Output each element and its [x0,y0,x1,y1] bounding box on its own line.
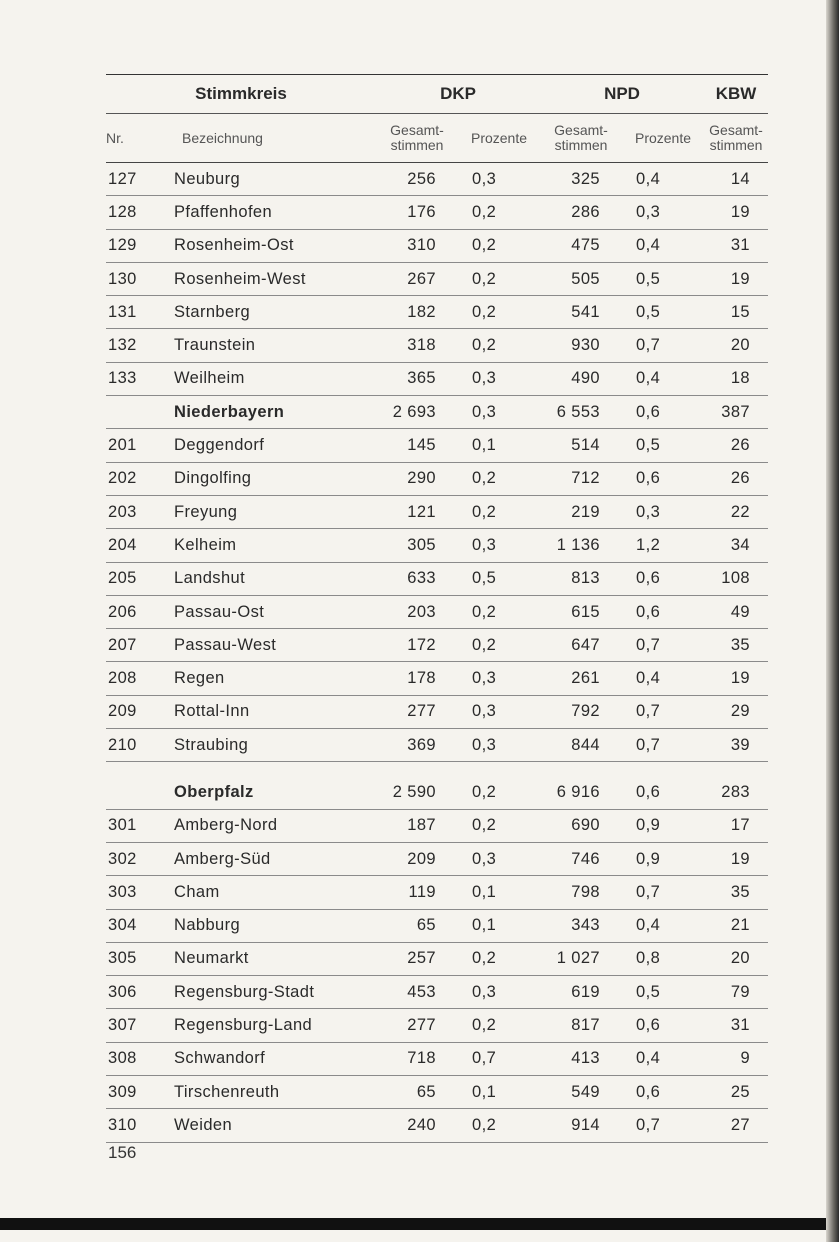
cell-npd-p: 0,7 [622,695,704,728]
cell-npd-g: 690 [540,809,622,842]
cell-kbw-g: 27 [704,1109,768,1142]
cell-kbw-g: 26 [704,462,768,495]
cell-nr: 207 [106,629,156,662]
cell-npd-p: 0,6 [622,396,704,429]
cell-dkp-g: 257 [376,942,458,975]
cell-dkp-p: 0,2 [458,1009,540,1042]
cell-name: Dingolfing [156,462,376,495]
cell-nr: 206 [106,595,156,628]
cell-dkp-g: 240 [376,1109,458,1142]
cell-npd-g: 844 [540,729,622,762]
cell-dkp-p: 0,2 [458,776,540,809]
cell-dkp-p: 0,3 [458,842,540,875]
cell-kbw-g: 79 [704,976,768,1009]
table-row [106,462,768,495]
cell-dkp-g: 718 [376,1042,458,1075]
cell-npd-p: 0,6 [622,462,704,495]
cell-dkp-p: 0,2 [458,595,540,628]
cell-nr: 133 [106,362,156,395]
cell-npd-p: 0,4 [622,362,704,395]
cell-name: Tirschenreuth [156,1076,376,1109]
cell-name: Pfaffenhofen [156,196,376,229]
election-results-table [106,74,768,1143]
cell-name: Starnberg [156,296,376,329]
cell-dkp-g: 290 [376,462,458,495]
cell-nr: 201 [106,429,156,462]
npd-prozente-header: Prozente [622,114,704,163]
cell-npd-g: 813 [540,562,622,595]
cell-name: Niederbayern [156,396,376,429]
cell-name: Regensburg-Stadt [156,976,376,1009]
cell-kbw-g: 20 [704,329,768,362]
cell-name: Regensburg-Land [156,1009,376,1042]
cell-dkp-g: 369 [376,729,458,762]
table-row [106,1042,768,1075]
cell-nr: 129 [106,229,156,262]
cell-nr: 303 [106,876,156,909]
cell-dkp-g: 365 [376,362,458,395]
cell-name: Neumarkt [156,942,376,975]
cell-name: Rosenheim-West [156,262,376,295]
cell-npd-p: 0,6 [622,595,704,628]
cell-kbw-g: 49 [704,595,768,628]
cell-npd-g: 746 [540,842,622,875]
cell-dkp-g: 305 [376,529,458,562]
cell-name: Traunstein [156,329,376,362]
cell-name: Landshut [156,562,376,595]
cell-kbw-g: 39 [704,729,768,762]
cell-dkp-p: 0,3 [458,976,540,1009]
table-row [106,429,768,462]
cell-dkp-p: 0,2 [458,809,540,842]
cell-npd-g: 475 [540,229,622,262]
cell-npd-p: 0,6 [622,562,704,595]
cell-npd-g: 514 [540,429,622,462]
cell-nr: 302 [106,842,156,875]
cell-dkp-g: 176 [376,196,458,229]
cell-npd-g: 619 [540,976,622,1009]
cell-npd-g: 490 [540,362,622,395]
cell-dkp-p: 0,2 [458,262,540,295]
cell-kbw-g: 19 [704,842,768,875]
scan-right-edge [826,0,839,1242]
table-row [106,495,768,528]
cell-dkp-g: 182 [376,296,458,329]
cell-kbw-g: 35 [704,629,768,662]
cell-npd-g: 798 [540,876,622,909]
party-header-row [106,75,768,114]
cell-npd-g: 647 [540,629,622,662]
cell-npd-p: 0,3 [622,196,704,229]
table-row [106,262,768,295]
cell-dkp-p: 0,1 [458,1076,540,1109]
cell-kbw-g: 35 [704,876,768,909]
cell-npd-g: 505 [540,262,622,295]
column-header-row [106,114,768,163]
cell-nr: 308 [106,1042,156,1075]
page-number: 156 [108,1143,137,1162]
cell-nr: 209 [106,695,156,728]
cell-name: Kelheim [156,529,376,562]
cell-npd-g: 817 [540,1009,622,1042]
cell-kbw-g: 15 [704,296,768,329]
cell-npd-p: 0,7 [622,729,704,762]
cell-dkp-p: 0,2 [458,196,540,229]
cell-npd-p: 0,6 [622,1076,704,1109]
cell-kbw-g: 17 [704,809,768,842]
cell-kbw-g: 31 [704,229,768,262]
cell-nr: 301 [106,809,156,842]
table-row [106,296,768,329]
cell-dkp-g: 277 [376,695,458,728]
cell-kbw-g: 26 [704,429,768,462]
cell-nr: 202 [106,462,156,495]
cell-dkp-g: 256 [376,163,458,196]
cell-nr: 306 [106,976,156,1009]
cell-nr: 307 [106,1009,156,1042]
cell-dkp-g: 453 [376,976,458,1009]
cell-nr: 304 [106,909,156,942]
cell-kbw-g: 29 [704,695,768,728]
cell-dkp-p: 0,2 [458,296,540,329]
cell-nr: 305 [106,942,156,975]
kbw-header: KBW [704,75,768,114]
cell-nr: 128 [106,196,156,229]
cell-dkp-g: 633 [376,562,458,595]
cell-npd-g: 343 [540,909,622,942]
table-row [106,729,768,762]
cell-dkp-g: 178 [376,662,458,695]
cell-dkp-p: 0,1 [458,909,540,942]
cell-npd-p: 0,7 [622,1109,704,1142]
cell-nr: 203 [106,495,156,528]
cell-dkp-p: 0,2 [458,495,540,528]
cell-kbw-g: 25 [704,1076,768,1109]
npd-gesamtstimmen-header: Gesamt- stimmen [540,114,622,163]
cell-npd-g: 325 [540,163,622,196]
cell-dkp-p: 0,2 [458,329,540,362]
table-row [106,842,768,875]
cell-dkp-p: 0,2 [458,629,540,662]
cell-dkp-p: 0,5 [458,562,540,595]
cell-npd-p: 0,4 [622,662,704,695]
cell-dkp-g: 121 [376,495,458,528]
table-row [106,229,768,262]
cell-npd-p: 0,7 [622,876,704,909]
cell-npd-g: 6 553 [540,396,622,429]
cell-nr: 127 [106,163,156,196]
cell-dkp-g: 172 [376,629,458,662]
table-row [106,942,768,975]
dkp-header: DKP [376,75,540,114]
table-row [106,809,768,842]
cell-dkp-g: 119 [376,876,458,909]
table-row [106,1076,768,1109]
cell-npd-g: 792 [540,695,622,728]
table-row [106,876,768,909]
cell-name: Passau-West [156,629,376,662]
cell-dkp-g: 310 [376,229,458,262]
cell-npd-g: 6 916 [540,776,622,809]
cell-dkp-g: 65 [376,1076,458,1109]
cell-dkp-g: 2 693 [376,396,458,429]
cell-nr: 210 [106,729,156,762]
cell-kbw-g: 283 [704,776,768,809]
cell-kbw-g: 387 [704,396,768,429]
cell-name: Schwandorf [156,1042,376,1075]
cell-nr: 208 [106,662,156,695]
cell-dkp-g: 187 [376,809,458,842]
table-row [106,1009,768,1042]
cell-name: Cham [156,876,376,909]
table-row [106,529,768,562]
cell-dkp-g: 65 [376,909,458,942]
cell-name: Straubing [156,729,376,762]
table-row [106,1109,768,1142]
cell-name: Weiden [156,1109,376,1142]
cell-dkp-p: 0,2 [458,462,540,495]
nr-header: Nr. [106,114,156,163]
cell-name: Nabburg [156,909,376,942]
cell-nr: 310 [106,1109,156,1142]
cell-npd-p: 0,4 [622,909,704,942]
cell-npd-p: 0,7 [622,329,704,362]
cell-npd-g: 930 [540,329,622,362]
cell-name: Regen [156,662,376,695]
cell-kbw-g: 34 [704,529,768,562]
cell-dkp-g: 318 [376,329,458,362]
cell-npd-p: 0,9 [622,809,704,842]
cell-name: Weilheim [156,362,376,395]
cell-dkp-p: 0,3 [458,729,540,762]
cell-dkp-p: 0,3 [458,396,540,429]
cell-name: Deggendorf [156,429,376,462]
cell-kbw-g: 22 [704,495,768,528]
table-row [106,595,768,628]
cell-nr: 132 [106,329,156,362]
cell-dkp-p: 0,1 [458,429,540,462]
spacer-row [106,762,768,777]
cell-npd-p: 0,8 [622,942,704,975]
cell-npd-g: 286 [540,196,622,229]
cell-kbw-g: 19 [704,262,768,295]
cell-name: Amberg-Nord [156,809,376,842]
cell-kbw-g: 9 [704,1042,768,1075]
cell-dkp-g: 203 [376,595,458,628]
cell-npd-p: 0,5 [622,976,704,1009]
cell-npd-g: 413 [540,1042,622,1075]
cell-npd-g: 261 [540,662,622,695]
cell-dkp-p: 0,3 [458,695,540,728]
cell-npd-p: 0,3 [622,495,704,528]
cell-nr: 131 [106,296,156,329]
cell-kbw-g: 20 [704,942,768,975]
bezeichnung-header: Bezeichnung [156,114,376,163]
cell-name: Neuburg [156,163,376,196]
cell-nr: 130 [106,262,156,295]
cell-npd-p: 0,7 [622,629,704,662]
cell-dkp-g: 145 [376,429,458,462]
table-row [106,695,768,728]
cell-dkp-p: 0,2 [458,1109,540,1142]
cell-dkp-p: 0,3 [458,529,540,562]
cell-npd-g: 541 [540,296,622,329]
spacer-cell [106,762,768,777]
table-row [106,909,768,942]
cell-dkp-g: 267 [376,262,458,295]
cell-npd-p: 0,9 [622,842,704,875]
cell-dkp-p: 0,3 [458,163,540,196]
cell-npd-g: 549 [540,1076,622,1109]
stimmkreis-header: Stimmkreis [106,75,376,114]
table-row [106,329,768,362]
cell-npd-p: 1,2 [622,529,704,562]
cell-npd-g: 1 136 [540,529,622,562]
cell-npd-p: 0,4 [622,229,704,262]
cell-nr [106,396,156,429]
cell-name: Amberg-Süd [156,842,376,875]
cell-npd-p: 0,5 [622,262,704,295]
cell-dkp-g: 2 590 [376,776,458,809]
cell-nr: 205 [106,562,156,595]
cell-npd-p: 0,5 [622,296,704,329]
table-row [106,562,768,595]
table-body [106,163,768,1143]
cell-npd-p: 0,4 [622,163,704,196]
dkp-gesamtstimmen-header: Gesamt- stimmen [376,114,458,163]
cell-npd-g: 914 [540,1109,622,1142]
region-row [106,396,768,429]
table-row [106,362,768,395]
npd-header: NPD [540,75,704,114]
cell-name: Rosenheim-Ost [156,229,376,262]
table-row [106,163,768,196]
cell-dkp-p: 0,7 [458,1042,540,1075]
cell-kbw-g: 19 [704,662,768,695]
cell-npd-g: 615 [540,595,622,628]
cell-dkp-p: 0,2 [458,942,540,975]
cell-kbw-g: 31 [704,1009,768,1042]
cell-npd-p: 0,6 [622,776,704,809]
cell-npd-g: 712 [540,462,622,495]
table-row [106,662,768,695]
scan-bottom-edge [0,1218,829,1230]
table-row [106,196,768,229]
cell-dkp-p: 0,3 [458,662,540,695]
kbw-gesamtstimmen-header: Gesamt- stimmen [704,114,768,163]
cell-name: Passau-Ost [156,595,376,628]
cell-dkp-g: 209 [376,842,458,875]
cell-kbw-g: 21 [704,909,768,942]
cell-dkp-g: 277 [376,1009,458,1042]
cell-npd-g: 1 027 [540,942,622,975]
cell-nr: 204 [106,529,156,562]
cell-npd-g: 219 [540,495,622,528]
cell-dkp-p: 0,3 [458,362,540,395]
cell-dkp-p: 0,2 [458,229,540,262]
cell-kbw-g: 108 [704,562,768,595]
table-row [106,976,768,1009]
cell-nr [106,776,156,809]
cell-kbw-g: 19 [704,196,768,229]
cell-name: Rottal-Inn [156,695,376,728]
cell-kbw-g: 14 [704,163,768,196]
cell-npd-p: 0,4 [622,1042,704,1075]
cell-name: Oberpfalz [156,776,376,809]
cell-kbw-g: 18 [704,362,768,395]
cell-npd-p: 0,6 [622,1009,704,1042]
cell-dkp-p: 0,1 [458,876,540,909]
table-row [106,629,768,662]
cell-name: Freyung [156,495,376,528]
cell-nr: 309 [106,1076,156,1109]
dkp-prozente-header: Prozente [458,114,540,163]
cell-npd-p: 0,5 [622,429,704,462]
region-row [106,776,768,809]
